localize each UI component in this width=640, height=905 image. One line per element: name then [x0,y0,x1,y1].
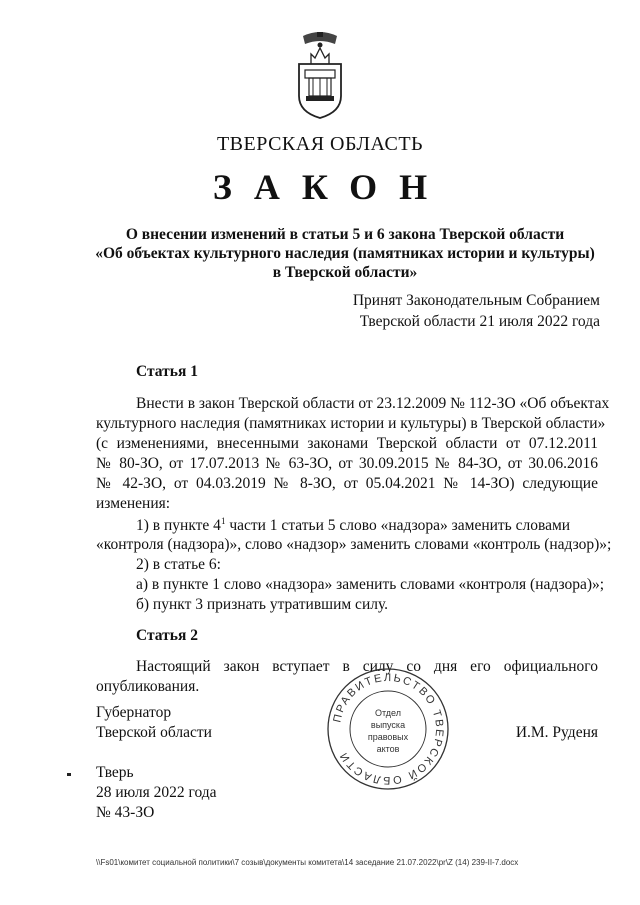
amendment-item-2b: б) пункт 3 признать утратившим силу. [136,596,389,613]
article-1-heading: Статья 1 [136,363,198,380]
adoption-line: Принят Законодательным Собранием [352,292,600,309]
signatory-title: Губернатор [96,704,172,721]
article-1-text-line: № 42-ЗО, от 04.03.2019 № 8-ЗО, от 05.04.2021 № 14-ЗО) следующие [96,475,598,492]
article-1-text-line: изменения: [96,495,171,512]
amendment-item-1-end: части 1 статьи 5 слово «надзора» заменить словами [225,517,571,535]
place-date-block [96,763,217,823]
article-2-text-line: Настоящий закон вступает в силу со дня его официального [136,658,598,675]
file-path-footer: \\Fs01\комитет социальной политики\7 созыв\документы комитета\14 заседание 21.07.2022\pr\Z (14) 239-II-7.docx [96,858,519,867]
amendment-item-1-cont: «контроля (надзора)», слово «надзор» заменить словами «контроль (надзор)»; [96,536,612,553]
document-type-title: ЗАКОН [212,167,450,207]
stamp-center-line: Отдел [374,708,402,718]
law-title-line: «Об объектах культурного наследия (памятниках истории и культуры) [95,245,595,262]
coat-of-arms-emblem [297,30,343,120]
city: Тверь [96,764,134,781]
stamp-center-line: выпуска [370,720,406,730]
article-2-heading: Статья 2 [136,627,198,644]
amendment-item-1-start: 1) в пункте 4 [136,517,221,535]
article-1-text-line: Внести в закон Тверской области от 23.12.2009 № 112-ЗО «Об объектах [136,395,610,412]
official-stamp [326,667,450,791]
signing-date: 28 июля 2022 года [96,784,217,801]
adoption-note [353,290,600,332]
amendment-item-2a: а) в пункте 1 слово «надзора» заменить словами «контроля (надзора)»; [136,576,605,593]
stamp-ring-text: ПРАВИТЕЛЬСТВО ТВЕРСКОЙ ОБЛАСТИ [331,671,446,787]
law-title-line: О внесении изменений в статьи 5 и 6 закона Тверской области [125,226,565,243]
signatory-name: И.М. Руденя [515,724,598,741]
amendment-item-1 [136,516,598,535]
article-1-text-line: № 80-ЗО, от 17.07.2013 № 63-ЗО, от 30.09.2015 № 84-ЗО, от 30.06.2016 [96,455,598,472]
article-2-text-line: опубликования. [96,678,200,695]
margin-mark [67,773,71,776]
signatory-position [96,703,212,743]
stamp-center-line: актов [376,744,400,754]
superscript: 1 [220,516,226,526]
adoption-line: Тверской области 21 июля 2022 года [359,313,600,330]
law-title [90,225,600,282]
article-1-text-line: культурного наследия (памятниках истории и культуры) в Тверской области» [96,415,606,432]
law-number: № 43-ЗО [96,804,155,821]
signatory-region: Тверской области [96,724,212,741]
article-1-text-line: (с изменениями, внесенными законами Тверской области от 07.12.2011 [96,435,598,452]
law-title-line: в Тверской области» [272,264,418,281]
stamp-center-line: правовых [367,732,409,742]
region-name: ТВЕРСКАЯ ОБЛАСТЬ [216,133,424,155]
amendment-item-2: 2) в статье 6: [136,556,221,573]
